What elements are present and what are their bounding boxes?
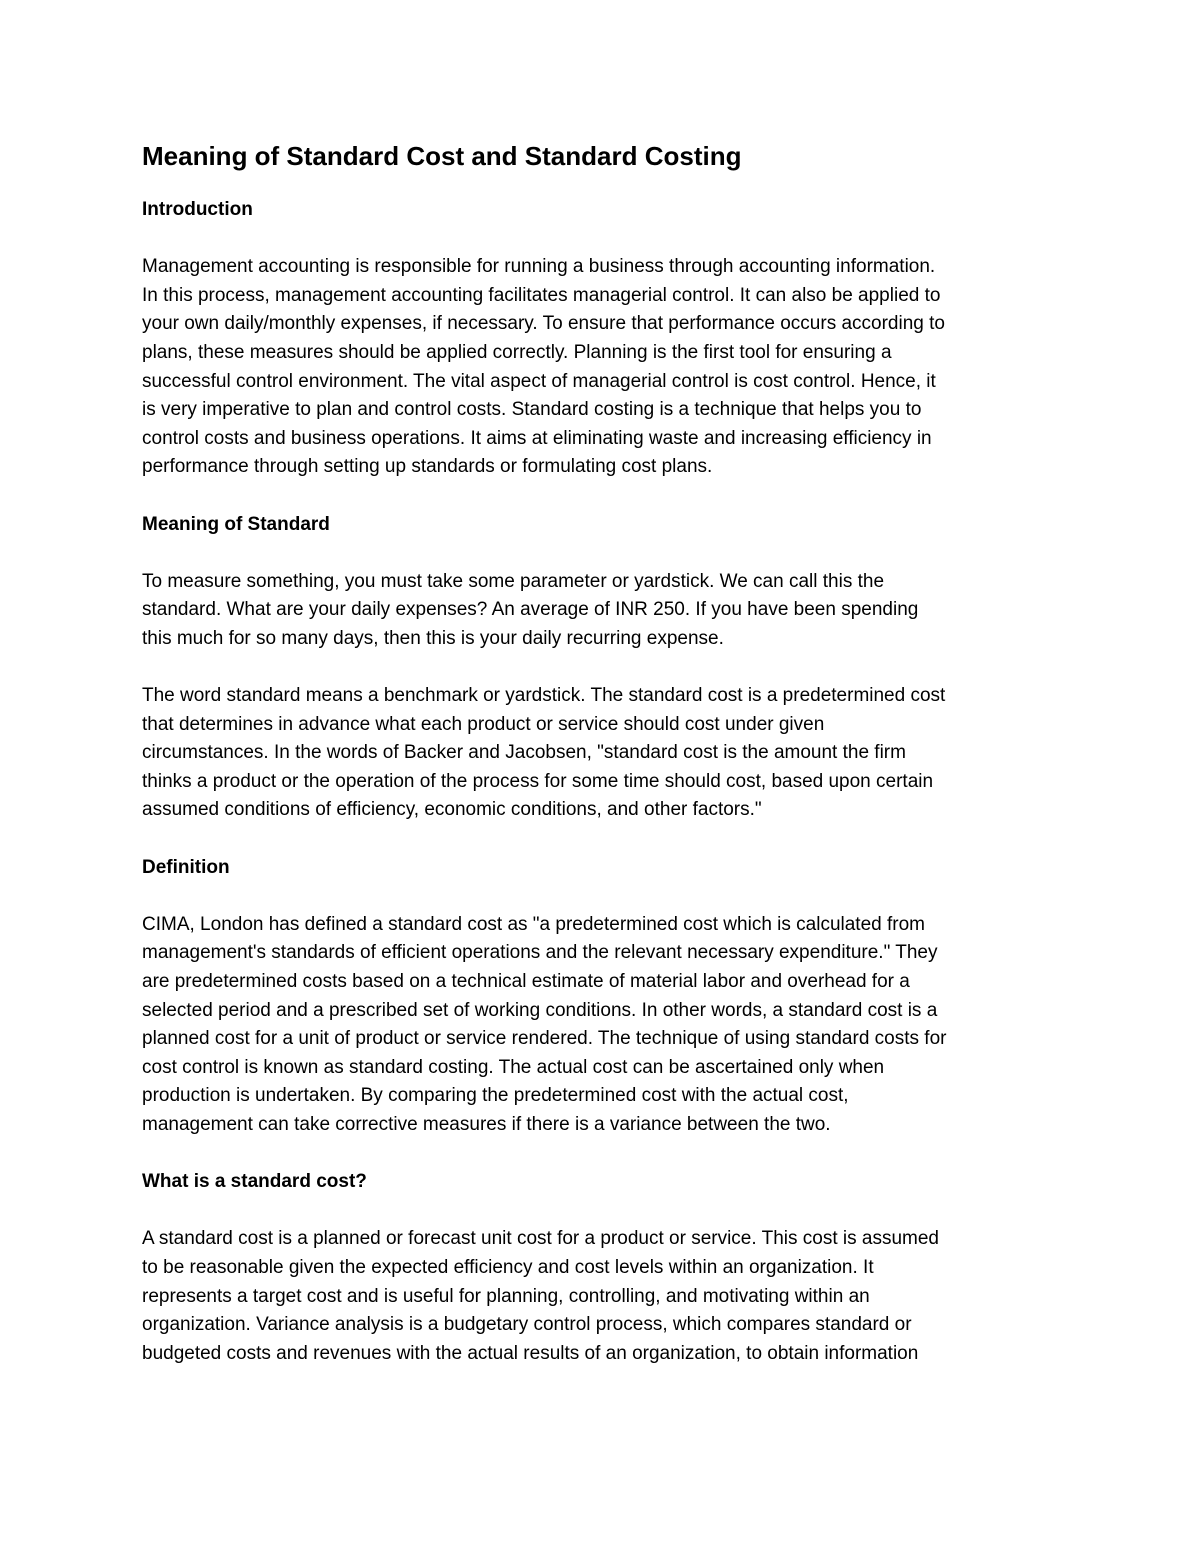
section-heading-meaning-of-standard: Meaning of Standard [142,513,330,535]
section-heading-what-is-standard-cost: What is a standard cost? [142,1171,367,1193]
text-line: are predetermined costs based on a technical estimate of material labor and overhead for a [142,971,910,993]
text-line: to be reasonable given the expected efficiency and cost levels within an organization. It [142,1256,874,1278]
text-line: organization. Variance analysis is a budgetary control process, which compares standard or [142,1314,912,1336]
document-page [142,138,1062,1397]
text-line: CIMA, London has defined a standard cost as "a predetermined cost which is calculated from [142,913,925,935]
text-line: successful control environment. The vital aspect of managerial control is cost control. Hence, it [142,370,936,392]
text-line: A standard cost is a planned or forecast unit cost for a product or service. This cost is assumed [142,1228,939,1250]
text-line: selected period and a prescribed set of working conditions. In other words, a standard cost is a [142,999,938,1021]
text-line: In this process, management accounting facilitates managerial control. It can also be applied to [142,284,941,306]
text-line: production is undertaken. By comparing the predetermined cost with the actual cost, [142,1085,849,1107]
section-heading-definition: Definition [142,856,230,878]
document-title: Meaning of Standard Cost and Standard Costing [142,141,742,171]
text-line: planned cost for a unit of product or service rendered. The technique of using standard costs for [142,1028,947,1050]
text-line: management can take corrective measures if there is a variance between the two. [142,1114,831,1135]
text-line: To measure something, you must take some parameter or yardstick. We can call this the [142,570,885,592]
paragraph-introduction [142,253,1062,482]
text-line: your own daily/monthly expenses, if necessary. To ensure that performance occurs according to [142,313,945,335]
text-line: management's standards of efficient operations and the relevant necessary expenditure." They [142,942,938,964]
section-heading-introduction: Introduction [142,199,253,220]
text-line: performance through setting up standards or formulating cost plans. [142,456,713,478]
paragraph-measure [142,568,1062,654]
text-line: that determines in advance what each product or service should cost under given [142,713,825,735]
paragraph-definition [142,911,1062,1140]
text-line: Management accounting is responsible for running a business through accounting information. [142,256,936,278]
text-line: represents a target cost and is useful for planning, controlling, and motivating within an [142,1285,870,1307]
text-line: this much for so many days, then this is your daily recurring expense. [142,627,724,649]
paragraph-what-is-standard-cost [142,1225,1062,1368]
text-line: assumed conditions of efficiency, economic conditions, and other factors." [142,799,762,821]
text-line: thinks a product or the operation of the process for some time should cost, based upon certain [142,770,934,792]
paragraph-standard-meaning [142,682,1062,825]
text-line: control costs and business operations. It aims at eliminating waste and increasing efficiency in [142,427,932,449]
text-line: cost control is known as standard costing. The actual cost can be ascertained only when [142,1056,885,1078]
text-line: is very imperative to plan and control costs. Standard costing is a technique that helps you to [142,399,922,421]
text-line: plans, these measures should be applied correctly. Planning is the first tool for ensuring a [142,341,892,363]
text-line: circumstances. In the words of Backer and Jacobsen, "standard cost is the amount the firm [142,742,906,764]
text-line: The word standard means a benchmark or yardstick. The standard cost is a predetermined cost [142,685,946,707]
text-line: budgeted costs and revenues with the actual results of an organization, to obtain information [142,1342,919,1364]
text-line: standard. What are your daily expenses? An average of INR 250. If you have been spending [142,599,919,621]
